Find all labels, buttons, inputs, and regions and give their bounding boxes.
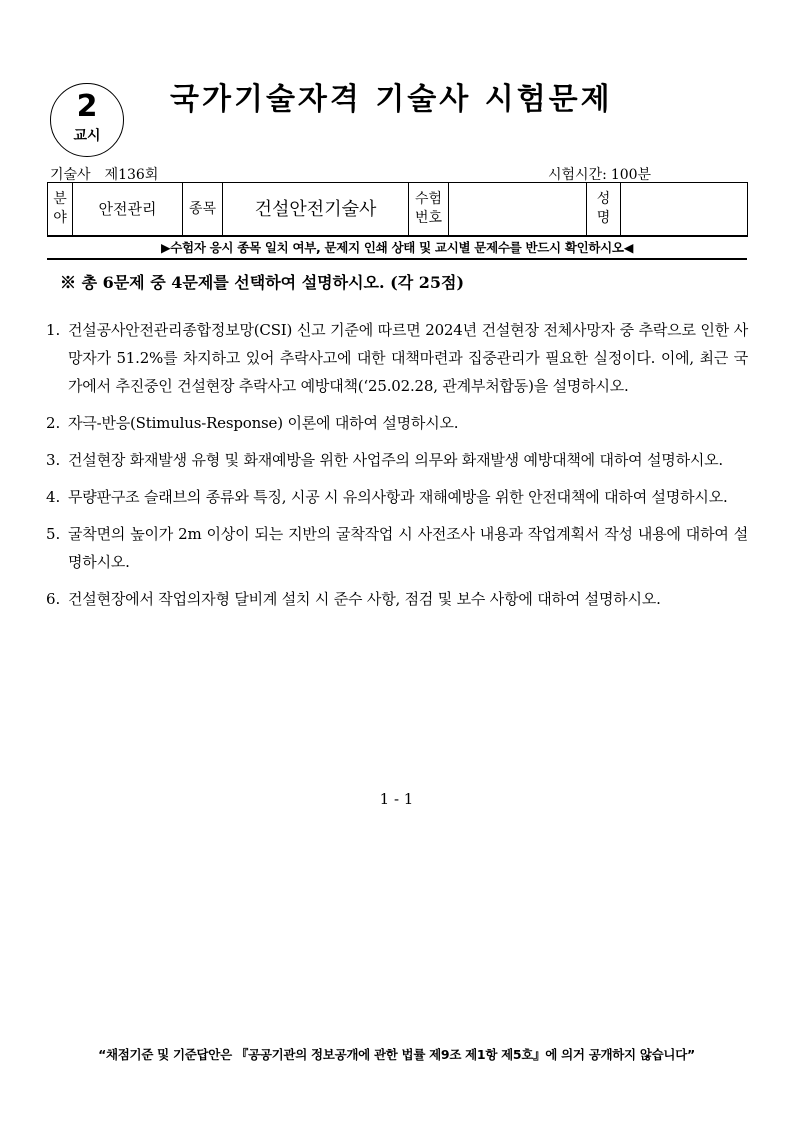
question-number: 2.: [46, 414, 61, 432]
question-item: [46, 585, 748, 613]
exam-number-field[interactable]: [449, 183, 587, 237]
page-number: 1 - 1: [379, 790, 414, 808]
question-text: 건설현장 화재발생 유형 및 화재예방을 위한 사업주의 의무와 화재발생 예방대책에 대하여 설명하시오.: [68, 451, 724, 469]
exam-time-value: 100분: [610, 167, 652, 183]
page-title: 국가기술자격 기술사 시험문제: [170, 82, 613, 117]
field-label: 분야: [48, 183, 73, 237]
item-value: 건설안전기술사: [223, 183, 409, 237]
exam-time-label: 시험시간:: [548, 167, 607, 183]
question-number: 5.: [46, 525, 61, 543]
question-text: 건설현장에서 작업의자형 달비계 설치 시 준수 사항, 점검 및 보수 사항에 대하여 설명하시오.: [68, 590, 661, 608]
question-text: 건설공사안전관리종합정보망(CSI) 신고 기준에 따르면 2024년 건설현장 전체사망자 중 추락으로 인한 사망자가 51.2%를 차지하고 있어 추락사고에 대한 대책마련과 집중관리가 필요한 실정이다. 이에, 최근 국가에서 추진중인 건설현장 추락사고 예방대책(‘25.02.28, 관계부처합동)을 설명하시오.: [68, 321, 748, 395]
question-item: [46, 409, 748, 437]
name-label: 성 명: [587, 183, 621, 237]
question-text: 무량판구조 슬래브의 종류와 특징, 시공 시 유의사항과 재해예방을 위한 안전대책에 대하여 설명하시오.: [68, 488, 728, 506]
session-badge: [50, 83, 124, 157]
question-item: [46, 446, 748, 474]
exam-info-table: [47, 182, 748, 237]
session-label: 교시: [73, 128, 101, 144]
name-field[interactable]: [621, 183, 748, 237]
session-number: 2: [76, 89, 98, 124]
exam-meta-left: [50, 164, 158, 184]
exam-time: [548, 164, 651, 184]
question-text: 굴착면의 높이가 2m 이상이 되는 지반의 굴착작업 시 사전조사 내용과 작업계획서 작성 내용에 대하여 설명하시오.: [68, 525, 748, 571]
question-number: 1.: [46, 321, 61, 339]
question-number: 6.: [46, 590, 61, 608]
exam-round: 제136회: [104, 167, 159, 183]
question-number: 4.: [46, 488, 61, 506]
question-item: [46, 316, 748, 400]
question-item: [46, 483, 748, 511]
exam-category: 기술사: [50, 167, 91, 183]
exam-number-label: 수험 번호: [409, 183, 449, 237]
item-label: 종목: [183, 183, 223, 237]
question-text: 자극-반응(Stimulus-Response) 이론에 대하여 설명하시오.: [68, 414, 459, 432]
question-item: [46, 520, 748, 576]
instruction: ※ 총 6문제 중 4문제를 선택하여 설명하시오. (각 25점): [60, 273, 465, 292]
question-number: 3.: [46, 451, 61, 469]
question-list: [46, 316, 748, 622]
footer-disclaimer: “채점기준 및 기준답안은 『공공기관의 정보공개에 관한 법률 제9조 제1항 제5호』에 의거 공개하지 않습니다”: [98, 1047, 695, 1062]
notice-banner: ▶수험자 응시 종목 일치 여부, 문제지 인쇄 상태 및 교시별 문제수를 반드시 확인하시오◀: [47, 238, 747, 260]
field-value: 안전관리: [73, 183, 183, 237]
